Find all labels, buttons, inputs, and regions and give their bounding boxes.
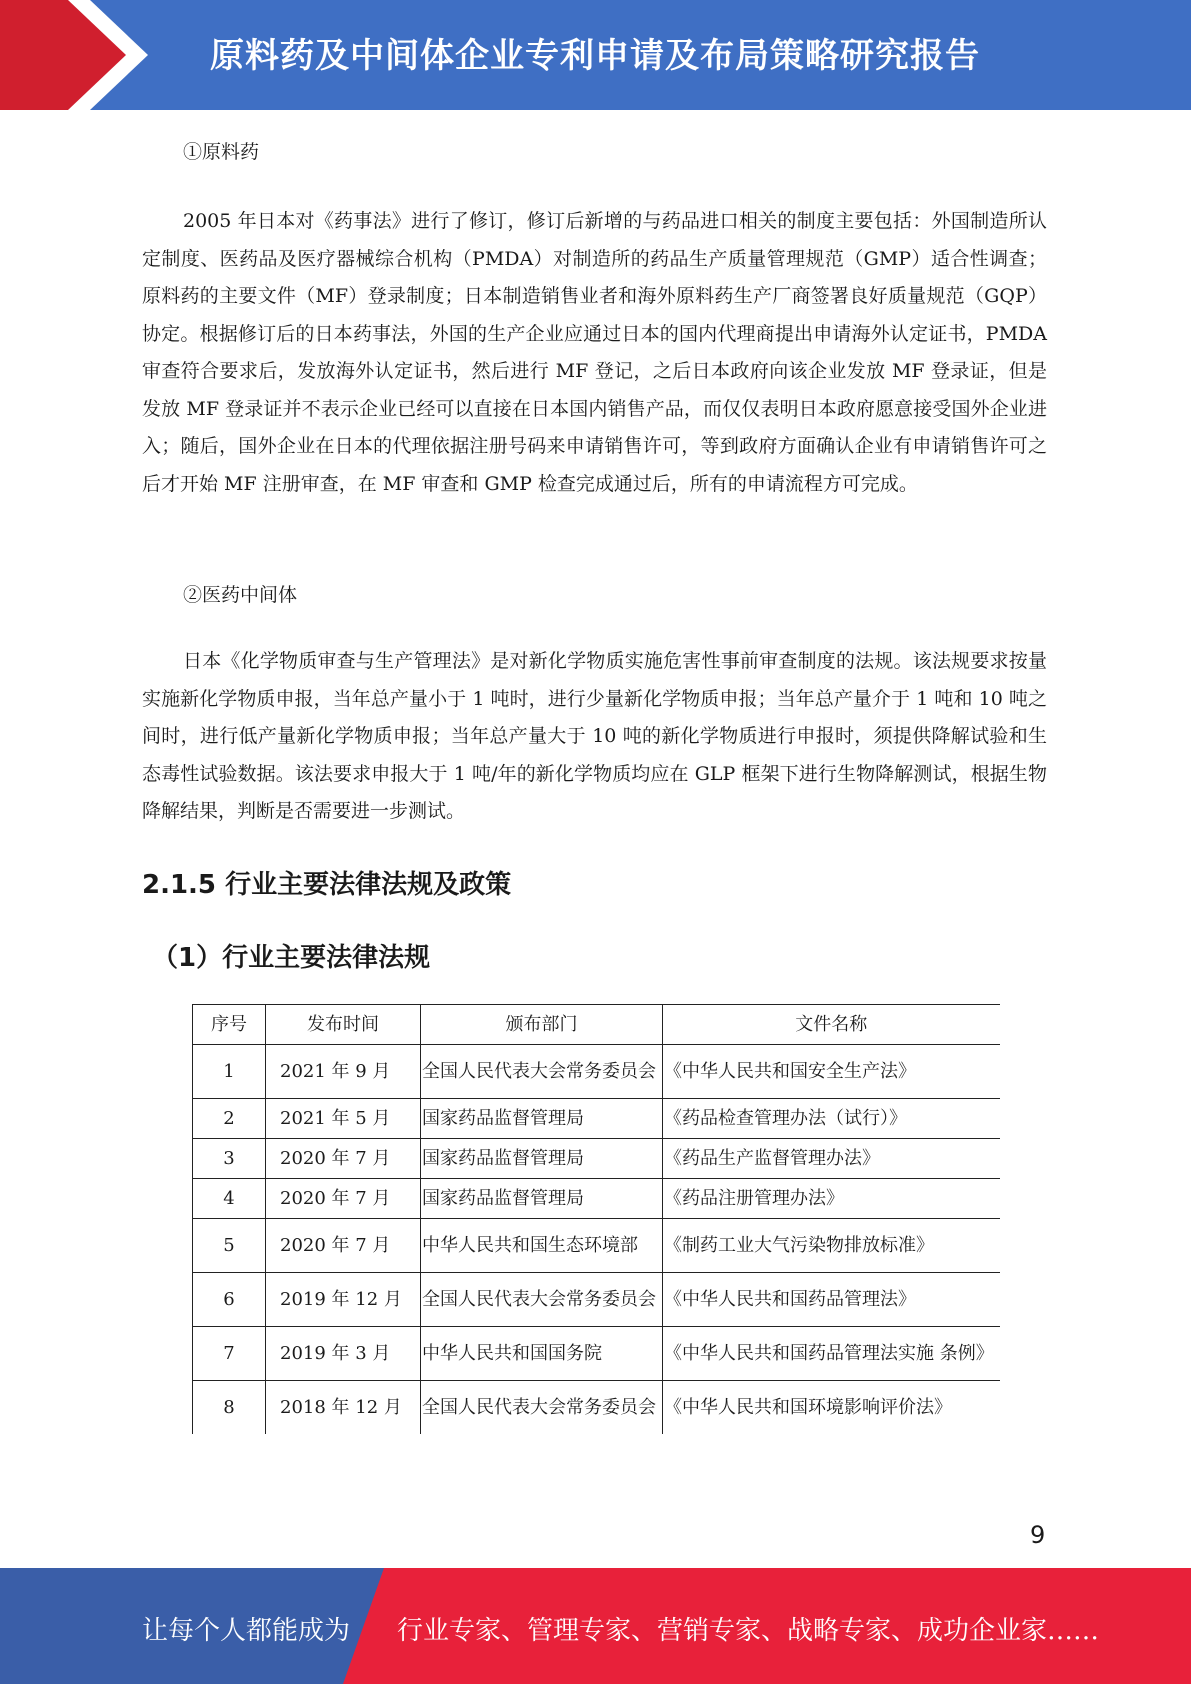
header-red-chevron (0, 0, 160, 110)
page-footer (0, 1568, 1191, 1684)
table-row (193, 1139, 1000, 1179)
cell-index: 8 (193, 1381, 266, 1435)
cell-department: 全国人民代表大会常务委员会 (421, 1381, 663, 1435)
cell-document: 《药品生产监督管理办法》 (663, 1139, 1000, 1179)
section-heading-2-1-5: 2.1.5 行业主要法律法规及政策 (142, 870, 512, 900)
cell-department: 全国人民代表大会常务委员会 (421, 1045, 663, 1099)
section-heading-raw-material: ①原料药 (183, 141, 260, 163)
col-header-document: 文件名称 (663, 1005, 1000, 1045)
cell-date: 2019 年 3 月 (266, 1327, 421, 1381)
paragraph-raw-material: 2005 年日本对《药事法》进行了修订，修订后新增的与药品进口相关的制度主要包括：外国制造所认定制度、医药品及医疗器械综合机构（PMDA）对制造所的药品生产质量管理规范（GMP）适合性调查；原料药的主要文件（MF）登录制度；日本制造销售业者和海外原料药生产厂商签署良好质量规范（GQP）协定。根据修订后的日本药事法，外国的生产企业应通过日本的国内代理商提出申请海外认定证书，PMDA 审查符合要求后，发放海外认定证书，然后进行 MF 登记，之后日本政府向该企业发放 MF 登录证，但是发放 MF 登录证并不表示企业已经可以直接在日本国内销售产品，而仅仅表明日本政府愿意接受国外企业进入；随后，国外企业在日本的代理依据注册号码来申请销售许可，等到政府方面确认企业有申请销售许可之后才开始 MF 注册审查，在 MF 审查和 GMP 检查完成通过后，所有的申请流程方可完成。 (142, 210, 1047, 495)
cell-document: 《中华人民共和国环境影响评价法》 (663, 1381, 1000, 1435)
cell-document: 《中华人民共和国药品管理法实施 条例》 (663, 1327, 1000, 1381)
cell-index: 6 (193, 1273, 266, 1327)
cell-date: 2020 年 7 月 (266, 1219, 421, 1273)
cell-date: 2018 年 12 月 (266, 1381, 421, 1435)
cell-department: 全国人民代表大会常务委员会 (421, 1273, 663, 1327)
report-title: 原料药及中间体企业专利申请及布局策略研究报告 (210, 36, 980, 76)
cell-document: 《药品检查管理办法（试行）》 (663, 1099, 1000, 1139)
cell-department: 中华人民共和国生态环境部 (421, 1219, 663, 1273)
cell-department: 中华人民共和国国务院 (421, 1327, 663, 1381)
paragraph-intermediate: 日本《化学物质审查与生产管理法》是对新化学物质实施危害性事前审查制度的法规。该法规要求按量实施新化学物质申报，当年总产量小于 1 吨时，进行少量新化学物质申报；当年总产量介于 1 吨和 10 吨之间时，进行低产量新化学物质申报；当年总产量大于 10 吨的新化学物质进行申报时，须提供降解试验和生态毒性试验数据。该法要求申报大于 1 吨/年的新化学物质均应在 GLP 框架下进行生物降解测试，根据生物降解结果，判断是否需要进一步测试。 (142, 650, 1047, 822)
cell-document: 《中华人民共和国药品管理法》 (663, 1273, 1000, 1327)
cell-department: 国家药品监督管理局 (421, 1099, 663, 1139)
cell-index: 5 (193, 1219, 266, 1273)
col-header-date: 发布时间 (266, 1005, 421, 1045)
table-row (193, 1179, 1000, 1219)
cell-date: 2020 年 7 月 (266, 1139, 421, 1179)
table-row (193, 1099, 1000, 1139)
cell-document: 《药品注册管理办法》 (663, 1179, 1000, 1219)
cell-index: 2 (193, 1099, 266, 1139)
section-heading-intermediate: ②医药中间体 (183, 584, 298, 606)
table-row (193, 1327, 1000, 1381)
table-row (193, 1045, 1000, 1099)
table-header-row (193, 1005, 1000, 1045)
footer-slogan-right: 行业专家、管理专家、营销专家、战略专家、成功企业家…… (397, 1616, 1100, 1646)
laws-table (192, 1004, 1000, 1434)
cell-index: 7 (193, 1327, 266, 1381)
subsection-heading-laws: （1）行业主要法律法规 (152, 943, 431, 973)
cell-department: 国家药品监督管理局 (421, 1179, 663, 1219)
cell-date: 2021 年 5 月 (266, 1099, 421, 1139)
cell-index: 3 (193, 1139, 266, 1179)
page-header (0, 0, 1191, 110)
page-number: 9 (1030, 1521, 1046, 1549)
cell-document: 《中华人民共和国安全生产法》 (663, 1045, 1000, 1099)
col-header-department: 颁布部门 (421, 1005, 663, 1045)
col-header-index: 序号 (193, 1005, 266, 1045)
cell-date: 2021 年 9 月 (266, 1045, 421, 1099)
table-row (193, 1273, 1000, 1327)
cell-date: 2020 年 7 月 (266, 1179, 421, 1219)
table-row (193, 1381, 1000, 1435)
footer-slogan-left: 让每个人都能成为 (142, 1616, 351, 1646)
cell-department: 国家药品监督管理局 (421, 1139, 663, 1179)
cell-index: 4 (193, 1179, 266, 1219)
cell-date: 2019 年 12 月 (266, 1273, 421, 1327)
cell-index: 1 (193, 1045, 266, 1099)
table-row (193, 1219, 1000, 1273)
cell-document: 《制药工业大气污染物排放标准》 (663, 1219, 1000, 1273)
